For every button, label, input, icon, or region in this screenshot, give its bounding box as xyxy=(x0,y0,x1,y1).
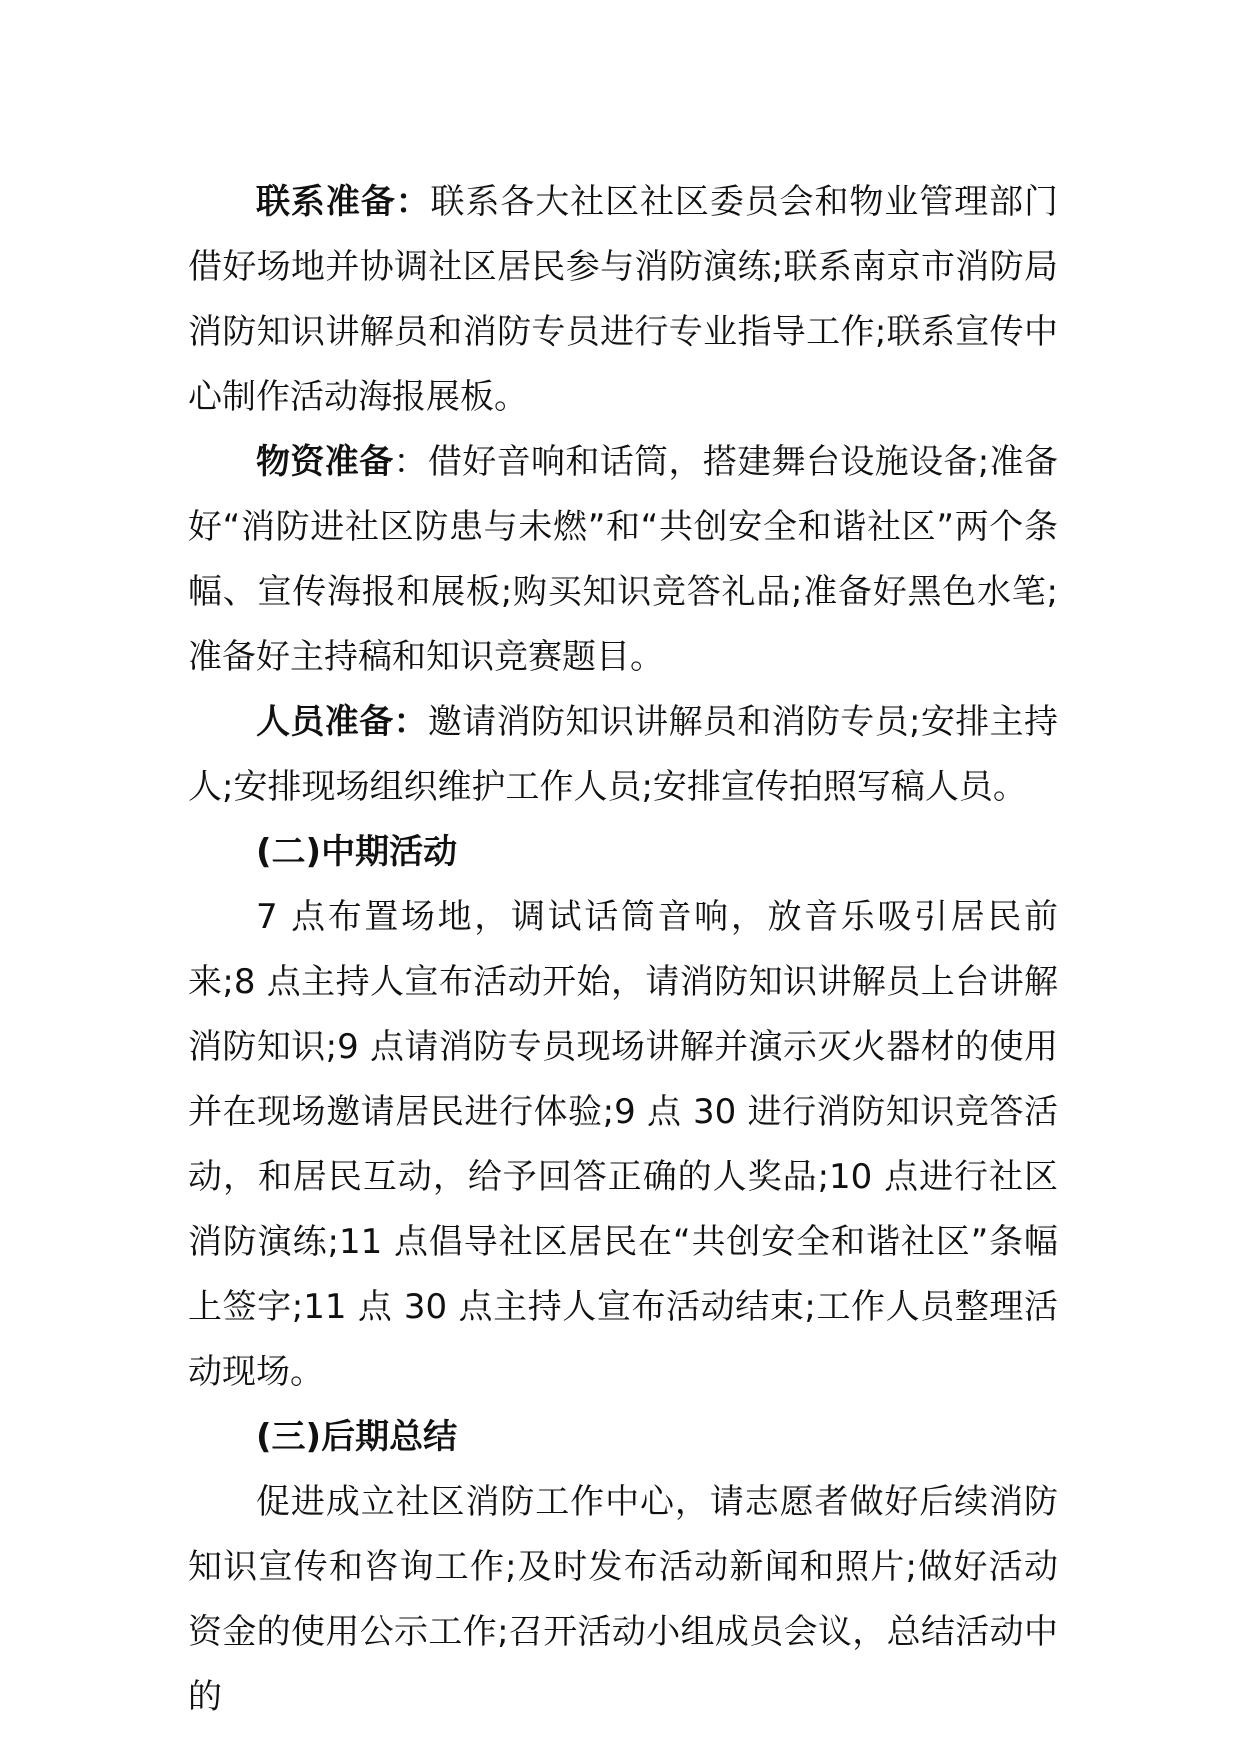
paragraph-mid-activity: 7 点布置场地，调试话筒音响，放音乐吸引居民前来;8 点主持人宣布活动开始，请消防知识讲解员上台讲解消防知识;9 点请消防专员现场讲解并演示灭火器材的使用并在现场邀请居民进行体验;9 点 30 进行消防知识竞答活动，和居民互动，给予回答正确的人奖品;10 点进行社区消防演练;11 点倡导社区居民在“共创安全和谐社区”条幅上签字;11 点 30 点主持人宣布活动结束;工作人员整理活动现场。 xyxy=(188,897,1058,1392)
paragraph-materials-prep xyxy=(188,430,1058,690)
paragraph-contact-prep xyxy=(188,170,1058,430)
paragraph-lead: 人员准备： xyxy=(256,702,428,742)
paragraph-lead: 联系准备： xyxy=(256,182,431,222)
section-heading-mid: (二)中期活动 xyxy=(256,832,458,872)
section-heading-post: (三)后期总结 xyxy=(256,1417,458,1457)
paragraph-post-summary: 促进成立社区消防工作中心，请志愿者做好后续消防知识宣传和咨询工作;及时发布活动新闻和照片;做好活动资金的使用公示工作;召开活动小组成员会议，总结活动中的 xyxy=(188,1482,1058,1717)
paragraph-text: 联系各大社区社区委员会和物业管理部门借好场地并协调社区居民参与消防演练;联系南京市消防局消防知识讲解员和消防专员进行专业指导工作;联系宣传中心制作活动海报展板。 xyxy=(188,182,1059,417)
paragraph-staff-prep xyxy=(188,690,1058,820)
paragraph-lead: 物资准备 xyxy=(256,442,394,482)
document-body xyxy=(188,170,1058,1730)
paragraph-text: 邀请消防知识讲解员和消防专员;安排主持人;安排现场组织维护工作人员;安排宣传拍照写稿人员。 xyxy=(188,702,1058,807)
paragraph-text: ：借好音响和话筒，搭建舞台设施设备;准备好“消防进社区防患与未燃”和“共创安全和谐社区”两个条幅、宣传海报和展板;购买知识竞答礼品;准备好黑色水笔;准备好主持稿和知识竞赛题目。 xyxy=(188,442,1058,677)
